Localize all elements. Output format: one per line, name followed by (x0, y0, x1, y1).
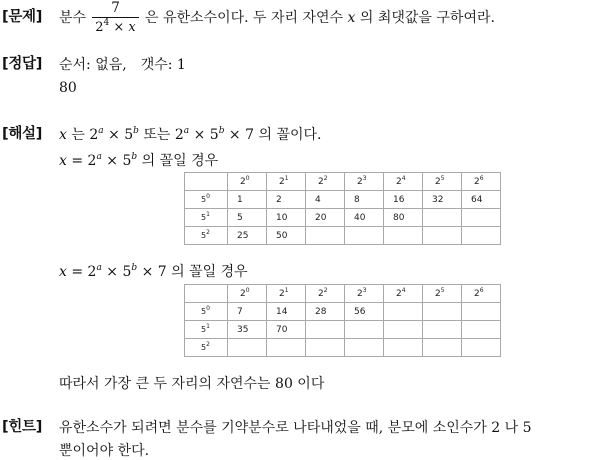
table-cell (423, 227, 462, 245)
table-cell: 1 (228, 191, 267, 209)
table-cell: 70 (267, 321, 306, 339)
table-cell (345, 321, 384, 339)
row-header-cell: $5^1$ (185, 209, 228, 227)
case1-heading: $x = 2^a \times 5^b$ 의 꼴일 경우 (59, 152, 219, 169)
table-cell: 64 (462, 191, 501, 209)
hint-tag: [힌트] (2, 419, 43, 435)
solution-conclusion: 따라서 가장 큰 두 자리의 자연수는 80 이다 (59, 376, 325, 392)
fraction-bar (92, 17, 139, 18)
column-header-cell: $2^4$ (384, 285, 423, 303)
table-cell: 14 (267, 303, 306, 321)
answer-tag: [정답] (2, 56, 43, 72)
column-header-cell: $2^0$ (228, 173, 267, 191)
table-cell (384, 227, 423, 245)
table-cell (306, 339, 345, 357)
row-header-cell: $5^1$ (185, 321, 228, 339)
table-cell: 28 (306, 303, 345, 321)
table-cell (345, 339, 384, 357)
table-cell (423, 303, 462, 321)
column-header-cell: $2^2$ (306, 285, 345, 303)
table-cell (306, 321, 345, 339)
table-row (185, 191, 501, 209)
table-cell (423, 321, 462, 339)
answer-line1: 순서: 없음, 갯수: 1 (59, 57, 186, 73)
table-row (185, 321, 501, 339)
table-cell: 56 (345, 303, 384, 321)
row-header-cell: $5^2$ (185, 339, 228, 357)
table-cell (462, 321, 501, 339)
table-cell: 40 (345, 209, 384, 227)
problem-var: x (347, 10, 356, 26)
table-row (185, 339, 501, 357)
column-header-cell: $2^0$ (228, 285, 267, 303)
table-cell: 4 (306, 191, 345, 209)
table-case2 (184, 284, 501, 357)
table-case1 (184, 172, 501, 245)
table-cell: 50 (267, 227, 306, 245)
table-cell: 5 (228, 209, 267, 227)
problem-text-before: 분수 (59, 10, 87, 26)
table-cell: 25 (228, 227, 267, 245)
table-row (185, 227, 501, 245)
column-header-cell: $2^5$ (423, 285, 462, 303)
column-header-cell: $2^6$ (462, 285, 501, 303)
table-cell (462, 227, 501, 245)
problem-text-after: 은 유한소수이다. 두 자리 자연수 x 의 최댓값을 구하여라. (145, 10, 495, 26)
column-header-cell: $2^2$ (306, 173, 345, 191)
table-cell: 10 (267, 209, 306, 227)
table-cell (384, 303, 423, 321)
column-header-cell: $2^6$ (462, 173, 501, 191)
row-header-cell: $5^0$ (185, 191, 228, 209)
table-row (185, 303, 501, 321)
column-header-cell: $2^4$ (384, 173, 423, 191)
table-cell: 16 (384, 191, 423, 209)
fraction-numerator: 7 (111, 0, 120, 16)
table-corner-cell (185, 285, 228, 303)
problem-fraction (92, 0, 139, 35)
table-cell: 2 (267, 191, 306, 209)
answer-line2: 80 (59, 80, 77, 96)
fraction-denominator: $2^4 \times x$ (95, 18, 136, 35)
table-cell: 8 (345, 191, 384, 209)
table-case1-header-row (185, 173, 501, 191)
table-cell (423, 339, 462, 357)
solution-line1: x 는 $2^a \times 5^b$ 또는 $2^a \times 5^b \times 7$ 의 꼴이다. (59, 126, 322, 143)
table-cell (423, 209, 462, 227)
table-cell: 80 (384, 209, 423, 227)
hint-line2: 뿐이어야 한다. (59, 443, 150, 459)
table-cell: 7 (228, 303, 267, 321)
table-cell (384, 321, 423, 339)
problem-tag: [문제] (2, 9, 43, 25)
table-row (185, 209, 501, 227)
column-header-cell: $2^3$ (345, 173, 384, 191)
table-corner-cell (185, 173, 228, 191)
row-header-cell: $5^0$ (185, 303, 228, 321)
row-header-cell: $5^2$ (185, 227, 228, 245)
table-cell (228, 339, 267, 357)
case2-heading: $x = 2^a \times 5^b \times 7$ 의 꼴일 경우 (59, 263, 248, 280)
solution-tag: [해설] (2, 126, 43, 142)
table-cell: 35 (228, 321, 267, 339)
table-cell (384, 339, 423, 357)
column-header-cell: $2^1$ (267, 173, 306, 191)
column-header-cell: $2^3$ (345, 285, 384, 303)
table-cell (267, 339, 306, 357)
hint-line1: 유한소수가 되려면 분수를 기약분수로 나타내었을 때, 분모에 소인수가 2 나 5 (59, 420, 532, 436)
table-cell (306, 227, 345, 245)
table-cell (462, 303, 501, 321)
table-cell (462, 209, 501, 227)
table-cell (345, 227, 384, 245)
table-case2-header-row (185, 285, 501, 303)
column-header-cell: $2^1$ (267, 285, 306, 303)
table-cell (462, 339, 501, 357)
column-header-cell: $2^5$ (423, 173, 462, 191)
table-cell: 20 (306, 209, 345, 227)
table-cell: 32 (423, 191, 462, 209)
